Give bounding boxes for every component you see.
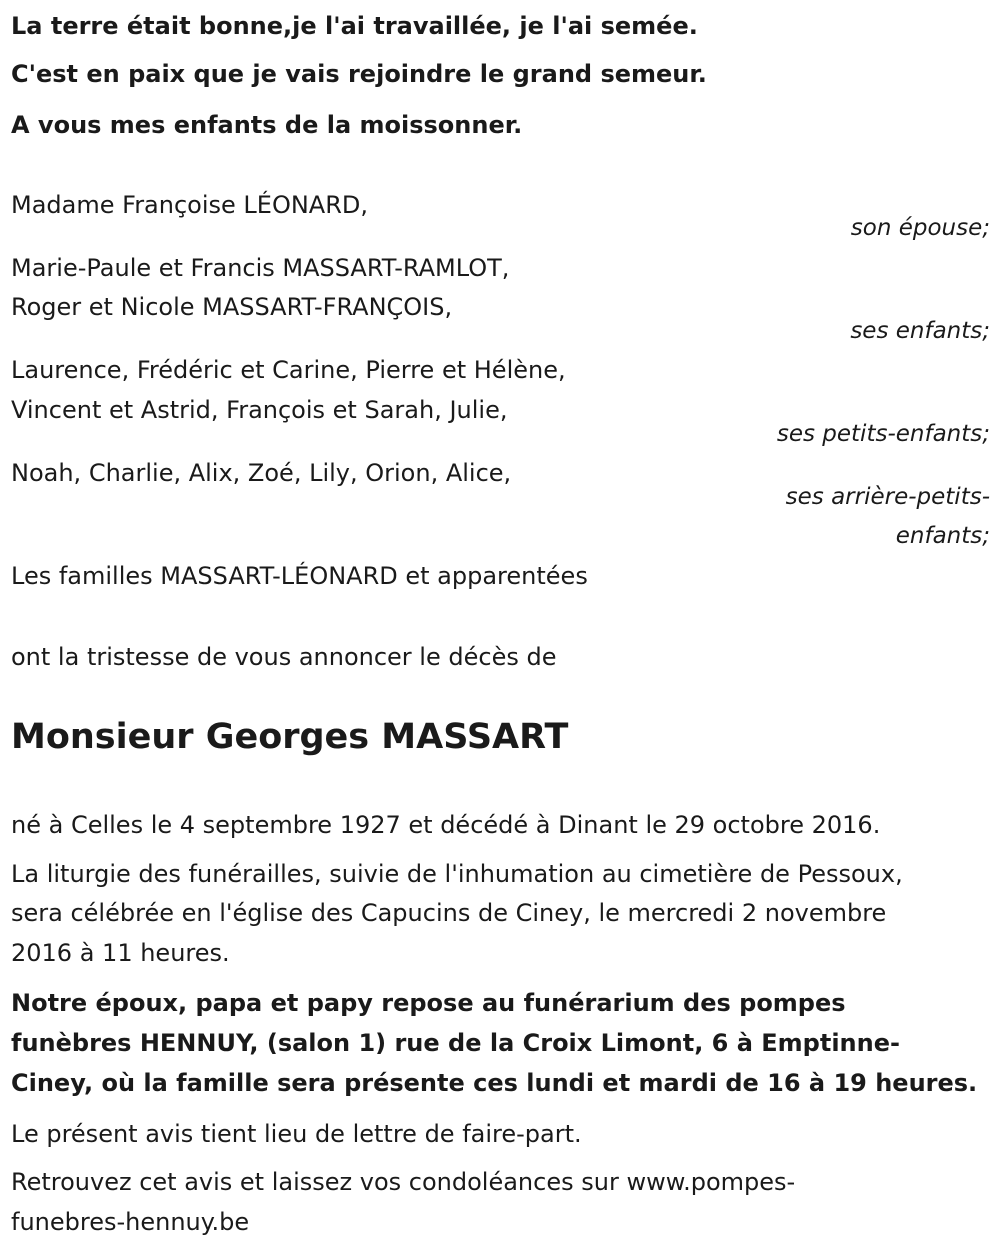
poem-line: La terre était bonne,je l'ai travaillée, je l'ai semée. [11,12,698,40]
spouse-label: son épouse; [850,215,990,241]
child-line: Roger et Nicole MASSART-FRANÇOIS, [11,293,453,321]
deceased-name: Monsieur Georges MASSART [11,717,569,757]
condolences-line: funebres-hennuy.be [11,1208,250,1236]
birth-death: né à Celles le 4 septembre 1927 et décédé à Dinant le 29 octobre 2016. [11,811,881,839]
families-line: Les familles MASSART-LÉONARD et apparentées [11,562,588,590]
condolences-line: Retrouvez cet avis et laissez vos condoléances sur www.pompes- [11,1168,796,1196]
liturgy-line: sera célébrée en l'église des Capucins de Ciney, le mercredi 2 novembre [11,899,887,927]
announcement: ont la tristesse de vous annoncer le décès de [11,643,557,671]
poem-line: A vous mes enfants de la moissonner. [11,111,523,139]
great-grandchildren-line: Noah, Charlie, Alix, Zoé, Lily, Orion, Alice, [11,459,512,487]
child-line: Marie-Paule et Francis MASSART-RAMLOT, [11,254,510,282]
grandchild-line: Vincent et Astrid, François et Sarah, Julie, [11,396,508,424]
great-grandchildren-label: enfants; [895,523,990,549]
grandchild-line: Laurence, Frédéric et Carine, Pierre et Hélène, [11,356,566,384]
poem-line: C'est en paix que je vais rejoindre le grand semeur. [11,60,707,88]
liturgy-line: La liturgie des funérailles, suivie de l'inhumation au cimetière de Pessoux, [11,860,903,888]
funerarium-line: funèbres HENNUY, (salon 1) rue de la Croix Limont, 6 à Emptinne- [11,1029,900,1057]
great-grandchildren-label: ses arrière-petits- [785,484,990,510]
spouse-name: Madame Françoise LÉONARD, [11,191,368,219]
funerarium-line: Ciney, où la famille sera présente ces lundi et mardi de 16 à 19 heures. [11,1069,978,1097]
notice: Le présent avis tient lieu de lettre de faire-part. [11,1120,582,1148]
children-label: ses enfants; [850,318,990,344]
liturgy-line: 2016 à 11 heures. [11,939,230,967]
funerarium-line: Notre époux, papa et papy repose au funérarium des pompes [11,989,846,1017]
grandchildren-label: ses petits-enfants; [776,421,990,447]
